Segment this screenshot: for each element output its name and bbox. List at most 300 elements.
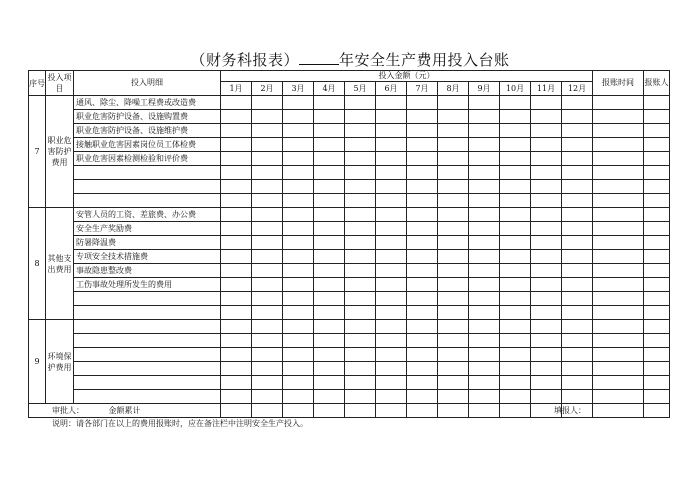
month-amount-cell[interactable] — [283, 194, 314, 208]
month-amount-cell[interactable] — [438, 348, 469, 362]
person-cell[interactable] — [644, 194, 670, 208]
month-amount-cell[interactable] — [221, 152, 252, 166]
month-amount-cell[interactable] — [562, 390, 593, 404]
month-amount-cell[interactable] — [438, 334, 469, 348]
month-amount-cell[interactable] — [252, 138, 283, 152]
month-amount-cell[interactable] — [469, 236, 500, 250]
month-amount-cell[interactable] — [438, 390, 469, 404]
person-cell[interactable] — [644, 208, 670, 222]
month-amount-cell[interactable] — [407, 222, 438, 236]
month-amount-cell[interactable] — [221, 348, 252, 362]
month-amount-cell[interactable] — [531, 124, 562, 138]
month-amount-cell[interactable] — [469, 334, 500, 348]
month-amount-cell[interactable] — [407, 292, 438, 306]
month-amount-cell[interactable] — [562, 138, 593, 152]
month-amount-cell[interactable] — [252, 250, 283, 264]
month-amount-cell[interactable] — [562, 376, 593, 390]
detail-cell[interactable] — [74, 348, 221, 362]
month-amount-cell[interactable] — [407, 166, 438, 180]
month-amount-cell[interactable] — [562, 208, 593, 222]
detail-cell[interactable]: 事故隐患整改费 — [74, 264, 221, 278]
month-amount-cell[interactable] — [500, 222, 531, 236]
month-amount-cell[interactable] — [345, 152, 376, 166]
month-amount-cell[interactable] — [500, 306, 531, 320]
month-amount-cell[interactable] — [221, 194, 252, 208]
month-amount-cell[interactable] — [345, 166, 376, 180]
time-cell[interactable] — [593, 292, 644, 306]
month-amount-cell[interactable] — [500, 362, 531, 376]
month-amount-cell[interactable] — [345, 334, 376, 348]
month-amount-cell[interactable] — [252, 124, 283, 138]
month-amount-cell[interactable] — [314, 362, 345, 376]
month-amount-cell[interactable] — [500, 180, 531, 194]
month-amount-cell[interactable] — [345, 236, 376, 250]
month-amount-cell[interactable] — [345, 194, 376, 208]
month-amount-cell[interactable] — [531, 236, 562, 250]
detail-cell[interactable]: 接触职业危害因素岗位员工体检费 — [74, 138, 221, 152]
month-amount-cell[interactable] — [221, 292, 252, 306]
month-amount-cell[interactable] — [345, 250, 376, 264]
month-amount-cell[interactable] — [562, 334, 593, 348]
detail-cell[interactable] — [74, 376, 221, 390]
month-amount-cell[interactable] — [500, 278, 531, 292]
month-amount-cell[interactable] — [531, 250, 562, 264]
month-amount-cell[interactable] — [283, 292, 314, 306]
month-amount-cell[interactable] — [407, 236, 438, 250]
month-amount-cell[interactable] — [252, 96, 283, 110]
month-amount-cell[interactable] — [376, 264, 407, 278]
month-amount-cell[interactable] — [252, 264, 283, 278]
month-amount-cell[interactable] — [531, 390, 562, 404]
month-amount-cell[interactable] — [469, 194, 500, 208]
month-amount-cell[interactable] — [221, 124, 252, 138]
detail-cell[interactable] — [74, 362, 221, 376]
month-amount-cell[interactable] — [562, 362, 593, 376]
month-amount-cell[interactable] — [345, 222, 376, 236]
month-amount-cell[interactable] — [531, 320, 562, 334]
month-amount-cell[interactable] — [469, 208, 500, 222]
month-amount-cell[interactable] — [221, 236, 252, 250]
month-amount-cell[interactable] — [500, 138, 531, 152]
month-amount-cell[interactable] — [407, 390, 438, 404]
month-amount-cell[interactable] — [500, 264, 531, 278]
month-amount-cell[interactable] — [345, 208, 376, 222]
person-cell[interactable] — [644, 334, 670, 348]
month-amount-cell[interactable] — [438, 194, 469, 208]
month-amount-cell[interactable] — [438, 222, 469, 236]
month-amount-cell[interactable] — [469, 390, 500, 404]
month-amount-cell[interactable] — [500, 194, 531, 208]
time-cell[interactable] — [593, 348, 644, 362]
detail-cell[interactable] — [74, 166, 221, 180]
month-amount-cell[interactable] — [376, 166, 407, 180]
month-amount-cell[interactable] — [407, 208, 438, 222]
total-cell[interactable] — [644, 404, 670, 418]
month-amount-cell[interactable] — [531, 96, 562, 110]
month-amount-cell[interactable] — [562, 124, 593, 138]
time-cell[interactable] — [593, 166, 644, 180]
month-amount-cell[interactable] — [283, 96, 314, 110]
month-amount-cell[interactable] — [407, 362, 438, 376]
year-blank[interactable] — [299, 50, 339, 65]
time-cell[interactable] — [593, 278, 644, 292]
month-amount-cell[interactable] — [531, 334, 562, 348]
month-amount-cell[interactable] — [469, 138, 500, 152]
month-amount-cell[interactable] — [469, 264, 500, 278]
month-amount-cell[interactable] — [407, 180, 438, 194]
detail-cell[interactable]: 职业危害因素检测检验和评价费 — [74, 152, 221, 166]
month-amount-cell[interactable] — [345, 110, 376, 124]
month-amount-cell[interactable] — [562, 292, 593, 306]
month-amount-cell[interactable] — [283, 334, 314, 348]
time-cell[interactable] — [593, 320, 644, 334]
detail-cell[interactable] — [74, 194, 221, 208]
month-amount-cell[interactable] — [438, 278, 469, 292]
month-amount-cell[interactable] — [283, 222, 314, 236]
person-cell[interactable] — [644, 320, 670, 334]
month-amount-cell[interactable] — [345, 390, 376, 404]
detail-cell[interactable] — [74, 292, 221, 306]
month-amount-cell[interactable] — [469, 250, 500, 264]
person-cell[interactable] — [644, 180, 670, 194]
month-amount-cell[interactable] — [376, 222, 407, 236]
month-amount-cell[interactable] — [469, 348, 500, 362]
person-cell[interactable] — [644, 236, 670, 250]
detail-cell[interactable]: 安全生产奖励费 — [74, 222, 221, 236]
person-cell[interactable] — [644, 278, 670, 292]
month-amount-cell[interactable] — [221, 306, 252, 320]
month-amount-cell[interactable] — [252, 222, 283, 236]
month-amount-cell[interactable] — [500, 292, 531, 306]
month-amount-cell[interactable] — [407, 264, 438, 278]
month-amount-cell[interactable] — [469, 166, 500, 180]
time-cell[interactable] — [593, 250, 644, 264]
month-amount-cell[interactable] — [376, 194, 407, 208]
detail-cell[interactable] — [74, 306, 221, 320]
month-amount-cell[interactable] — [345, 124, 376, 138]
month-amount-cell[interactable] — [376, 278, 407, 292]
month-amount-cell[interactable] — [469, 180, 500, 194]
detail-cell[interactable]: 职业危害防护设备、设施购置费 — [74, 110, 221, 124]
month-amount-cell[interactable] — [500, 110, 531, 124]
time-cell[interactable] — [593, 390, 644, 404]
month-amount-cell[interactable] — [221, 250, 252, 264]
month-amount-cell[interactable] — [314, 152, 345, 166]
month-amount-cell[interactable] — [252, 236, 283, 250]
total-cell[interactable] — [345, 404, 376, 418]
month-amount-cell[interactable] — [531, 166, 562, 180]
detail-cell[interactable]: 防暑降温费 — [74, 236, 221, 250]
month-amount-cell[interactable] — [438, 152, 469, 166]
person-cell[interactable] — [644, 152, 670, 166]
month-amount-cell[interactable] — [283, 376, 314, 390]
month-amount-cell[interactable] — [283, 166, 314, 180]
month-amount-cell[interactable] — [376, 236, 407, 250]
total-cell[interactable] — [252, 404, 283, 418]
month-amount-cell[interactable] — [562, 236, 593, 250]
month-amount-cell[interactable] — [531, 348, 562, 362]
month-amount-cell[interactable] — [500, 320, 531, 334]
month-amount-cell[interactable] — [407, 278, 438, 292]
month-amount-cell[interactable] — [531, 180, 562, 194]
total-cell[interactable] — [500, 404, 531, 418]
month-amount-cell[interactable] — [500, 236, 531, 250]
month-amount-cell[interactable] — [283, 152, 314, 166]
month-amount-cell[interactable] — [221, 278, 252, 292]
month-amount-cell[interactable] — [252, 376, 283, 390]
person-cell[interactable] — [644, 110, 670, 124]
month-amount-cell[interactable] — [283, 278, 314, 292]
month-amount-cell[interactable] — [314, 320, 345, 334]
month-amount-cell[interactable] — [314, 278, 345, 292]
month-amount-cell[interactable] — [562, 166, 593, 180]
month-amount-cell[interactable] — [376, 96, 407, 110]
month-amount-cell[interactable] — [376, 180, 407, 194]
month-amount-cell[interactable] — [345, 292, 376, 306]
month-amount-cell[interactable] — [500, 152, 531, 166]
month-amount-cell[interactable] — [252, 320, 283, 334]
month-amount-cell[interactable] — [562, 320, 593, 334]
month-amount-cell[interactable] — [314, 306, 345, 320]
month-amount-cell[interactable] — [531, 138, 562, 152]
month-amount-cell[interactable] — [469, 222, 500, 236]
person-cell[interactable] — [644, 376, 670, 390]
month-amount-cell[interactable] — [500, 250, 531, 264]
detail-cell[interactable] — [74, 180, 221, 194]
month-amount-cell[interactable] — [221, 264, 252, 278]
month-amount-cell[interactable] — [500, 334, 531, 348]
detail-cell[interactable]: 通风、除尘、降噪工程费或改造费 — [74, 96, 221, 110]
total-cell[interactable] — [283, 404, 314, 418]
total-cell[interactable] — [469, 404, 500, 418]
month-amount-cell[interactable] — [221, 110, 252, 124]
month-amount-cell[interactable] — [562, 152, 593, 166]
month-amount-cell[interactable] — [283, 110, 314, 124]
month-amount-cell[interactable] — [345, 306, 376, 320]
month-amount-cell[interactable] — [314, 250, 345, 264]
month-amount-cell[interactable] — [531, 306, 562, 320]
month-amount-cell[interactable] — [562, 264, 593, 278]
month-amount-cell[interactable] — [469, 306, 500, 320]
month-amount-cell[interactable] — [438, 96, 469, 110]
detail-cell[interactable]: 专项安全技术措施费 — [74, 250, 221, 264]
month-amount-cell[interactable] — [407, 376, 438, 390]
month-amount-cell[interactable] — [500, 348, 531, 362]
month-amount-cell[interactable] — [531, 208, 562, 222]
total-cell[interactable] — [314, 404, 345, 418]
month-amount-cell[interactable] — [283, 264, 314, 278]
month-amount-cell[interactable] — [531, 376, 562, 390]
month-amount-cell[interactable] — [345, 96, 376, 110]
time-cell[interactable] — [593, 306, 644, 320]
month-amount-cell[interactable] — [314, 194, 345, 208]
month-amount-cell[interactable] — [438, 376, 469, 390]
month-amount-cell[interactable] — [345, 278, 376, 292]
month-amount-cell[interactable] — [314, 180, 345, 194]
month-amount-cell[interactable] — [469, 152, 500, 166]
month-amount-cell[interactable] — [314, 348, 345, 362]
month-amount-cell[interactable] — [314, 376, 345, 390]
month-amount-cell[interactable] — [562, 250, 593, 264]
time-cell[interactable] — [593, 124, 644, 138]
month-amount-cell[interactable] — [500, 208, 531, 222]
month-amount-cell[interactable] — [407, 138, 438, 152]
month-amount-cell[interactable] — [531, 292, 562, 306]
person-cell[interactable] — [644, 362, 670, 376]
month-amount-cell[interactable] — [500, 390, 531, 404]
month-amount-cell[interactable] — [314, 334, 345, 348]
detail-cell[interactable]: 安管人员的工资、差旅费、办公费 — [74, 208, 221, 222]
month-amount-cell[interactable] — [376, 110, 407, 124]
time-cell[interactable] — [593, 362, 644, 376]
month-amount-cell[interactable] — [252, 180, 283, 194]
month-amount-cell[interactable] — [221, 320, 252, 334]
month-amount-cell[interactable] — [252, 362, 283, 376]
month-amount-cell[interactable] — [314, 236, 345, 250]
month-amount-cell[interactable] — [407, 152, 438, 166]
month-amount-cell[interactable] — [252, 208, 283, 222]
month-amount-cell[interactable] — [252, 390, 283, 404]
month-amount-cell[interactable] — [314, 110, 345, 124]
time-cell[interactable] — [593, 264, 644, 278]
month-amount-cell[interactable] — [314, 222, 345, 236]
time-cell[interactable] — [593, 110, 644, 124]
month-amount-cell[interactable] — [531, 362, 562, 376]
time-cell[interactable] — [593, 138, 644, 152]
time-cell[interactable] — [593, 194, 644, 208]
time-cell[interactable] — [593, 208, 644, 222]
month-amount-cell[interactable] — [345, 348, 376, 362]
month-amount-cell[interactable] — [469, 320, 500, 334]
month-amount-cell[interactable] — [438, 110, 469, 124]
detail-cell[interactable] — [74, 390, 221, 404]
month-amount-cell[interactable] — [283, 208, 314, 222]
month-amount-cell[interactable] — [469, 110, 500, 124]
time-cell[interactable] — [593, 152, 644, 166]
month-amount-cell[interactable] — [562, 194, 593, 208]
person-cell[interactable] — [644, 250, 670, 264]
month-amount-cell[interactable] — [562, 348, 593, 362]
month-amount-cell[interactable] — [376, 292, 407, 306]
month-amount-cell[interactable] — [469, 96, 500, 110]
month-amount-cell[interactable] — [469, 124, 500, 138]
month-amount-cell[interactable] — [283, 236, 314, 250]
month-amount-cell[interactable] — [283, 390, 314, 404]
month-amount-cell[interactable] — [562, 306, 593, 320]
person-cell[interactable] — [644, 124, 670, 138]
month-amount-cell[interactable] — [438, 236, 469, 250]
month-amount-cell[interactable] — [221, 138, 252, 152]
time-cell[interactable] — [593, 180, 644, 194]
month-amount-cell[interactable] — [345, 138, 376, 152]
month-amount-cell[interactable] — [314, 390, 345, 404]
month-amount-cell[interactable] — [221, 390, 252, 404]
month-amount-cell[interactable] — [221, 166, 252, 180]
month-amount-cell[interactable] — [252, 306, 283, 320]
month-amount-cell[interactable] — [345, 180, 376, 194]
month-amount-cell[interactable] — [345, 376, 376, 390]
month-amount-cell[interactable] — [438, 250, 469, 264]
total-cell[interactable] — [407, 404, 438, 418]
month-amount-cell[interactable] — [283, 320, 314, 334]
month-amount-cell[interactable] — [376, 376, 407, 390]
month-amount-cell[interactable] — [252, 166, 283, 180]
detail-cell[interactable] — [74, 320, 221, 334]
month-amount-cell[interactable] — [376, 124, 407, 138]
month-amount-cell[interactable] — [376, 348, 407, 362]
month-amount-cell[interactable] — [438, 180, 469, 194]
month-amount-cell[interactable] — [283, 348, 314, 362]
month-amount-cell[interactable] — [283, 180, 314, 194]
month-amount-cell[interactable] — [469, 278, 500, 292]
month-amount-cell[interactable] — [407, 334, 438, 348]
person-cell[interactable] — [644, 264, 670, 278]
month-amount-cell[interactable] — [407, 124, 438, 138]
month-amount-cell[interactable] — [221, 180, 252, 194]
time-cell[interactable] — [593, 334, 644, 348]
month-amount-cell[interactable] — [562, 180, 593, 194]
month-amount-cell[interactable] — [314, 264, 345, 278]
month-amount-cell[interactable] — [252, 110, 283, 124]
month-amount-cell[interactable] — [407, 110, 438, 124]
month-amount-cell[interactable] — [469, 362, 500, 376]
month-amount-cell[interactable] — [407, 96, 438, 110]
month-amount-cell[interactable] — [221, 376, 252, 390]
month-amount-cell[interactable] — [438, 166, 469, 180]
month-amount-cell[interactable] — [531, 152, 562, 166]
month-amount-cell[interactable] — [283, 250, 314, 264]
month-amount-cell[interactable] — [438, 292, 469, 306]
month-amount-cell[interactable] — [221, 362, 252, 376]
month-amount-cell[interactable] — [376, 152, 407, 166]
month-amount-cell[interactable] — [252, 348, 283, 362]
month-amount-cell[interactable] — [531, 110, 562, 124]
month-amount-cell[interactable] — [376, 334, 407, 348]
month-amount-cell[interactable] — [531, 222, 562, 236]
total-cell[interactable] — [593, 404, 644, 418]
person-cell[interactable] — [644, 96, 670, 110]
month-amount-cell[interactable] — [407, 306, 438, 320]
month-amount-cell[interactable] — [221, 96, 252, 110]
month-amount-cell[interactable] — [314, 124, 345, 138]
total-cell[interactable] — [376, 404, 407, 418]
total-cell[interactable] — [438, 404, 469, 418]
total-cell[interactable] — [221, 404, 252, 418]
month-amount-cell[interactable] — [376, 250, 407, 264]
month-amount-cell[interactable] — [469, 376, 500, 390]
month-amount-cell[interactable] — [376, 390, 407, 404]
month-amount-cell[interactable] — [562, 222, 593, 236]
time-cell[interactable] — [593, 222, 644, 236]
detail-cell[interactable]: 职业危害防护设备、设施维护费 — [74, 124, 221, 138]
month-amount-cell[interactable] — [376, 138, 407, 152]
month-amount-cell[interactable] — [283, 362, 314, 376]
month-amount-cell[interactable] — [438, 320, 469, 334]
month-amount-cell[interactable] — [438, 138, 469, 152]
month-amount-cell[interactable] — [345, 264, 376, 278]
month-amount-cell[interactable] — [221, 208, 252, 222]
month-amount-cell[interactable] — [252, 334, 283, 348]
month-amount-cell[interactable] — [252, 278, 283, 292]
month-amount-cell[interactable] — [500, 96, 531, 110]
month-amount-cell[interactable] — [252, 194, 283, 208]
person-cell[interactable] — [644, 390, 670, 404]
month-amount-cell[interactable] — [283, 138, 314, 152]
person-cell[interactable] — [644, 222, 670, 236]
time-cell[interactable] — [593, 96, 644, 110]
person-cell[interactable] — [644, 306, 670, 320]
month-amount-cell[interactable] — [252, 152, 283, 166]
